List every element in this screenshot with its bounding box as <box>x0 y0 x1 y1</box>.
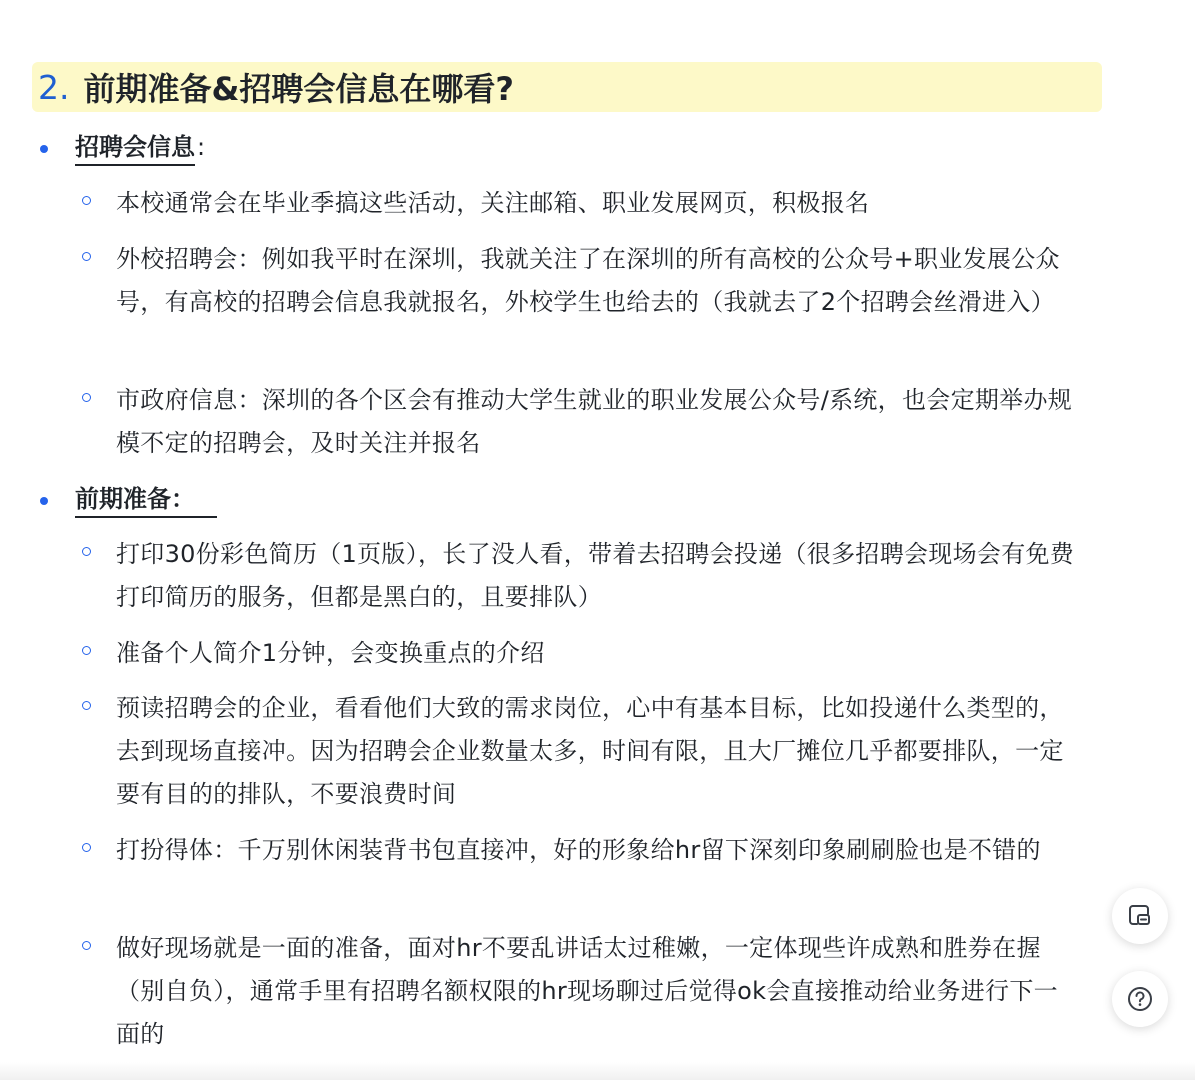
list-item <box>82 182 1082 225</box>
bullet-recruitment-info <box>40 132 205 166</box>
list-item-text: 打扮得体：千万别休闲装背书包直接冲，好的形象给hr留下深刻印象刷刷脸也是不错的 <box>116 836 1041 864</box>
bullet-dot <box>40 497 48 505</box>
sub-bullet <box>82 701 91 710</box>
list-item <box>82 927 1082 1056</box>
list-item-text: 外校招聘会：例如我平时在深圳，我就关注了在深圳的所有高校的公众号+职业发展公众号，有高校的招聘会信息我就报名，外校学生也给去的（我就去了2个招聘会丝滑进入） <box>116 245 1060 316</box>
list-item <box>82 687 1082 816</box>
list-item <box>82 379 1082 465</box>
list-item-text: 做好现场就是一面的准备，面对hr不要乱讲话太过稚嫩，一定体现些许成熟和胜券在握（别自负），通常手里有招聘名额权限的hr现场聊过后觉得ok会直接推动给业务进行下一面的 <box>116 934 1058 1048</box>
list-item-text: 打印30份彩色简历（1页版），长了没人看，带着去招聘会投递（很多招聘会现场会有免费打印简历的服务，但都是黑白的，且要排队） <box>116 540 1075 611</box>
section-heading <box>32 62 1102 112</box>
heading-title: 前期准备&招聘会信息在哪看? <box>83 70 514 108</box>
sub-bullet <box>82 941 91 950</box>
bottom-edge <box>0 1062 1195 1080</box>
sub-bullet <box>82 843 91 852</box>
help-button[interactable] <box>1112 971 1168 1027</box>
list-item <box>82 632 1082 675</box>
heading-number: 2. <box>38 67 70 107</box>
bullet-dot <box>40 145 48 153</box>
sub-bullet <box>82 393 91 402</box>
list-item <box>82 238 1082 324</box>
list-item <box>82 829 1082 872</box>
sub-bullet <box>82 547 91 556</box>
help-icon <box>1126 985 1154 1013</box>
list-item-text: 预读招聘会的企业，看看他们大致的需求岗位，心中有基本目标，比如投递什么类型的，去到现场直接冲。因为招聘会企业数量太多，时间有限，且大厂摊位几乎都要排队，一定要有目的的排队，不要浪费时间 <box>116 694 1064 808</box>
sub-bullet <box>82 196 91 205</box>
bullet-colon: : <box>197 133 206 161</box>
list-item-text: 本校通常会在毕业季搞这些活动，关注邮箱、职业发展网页，积极报名 <box>116 189 870 217</box>
bullet-preparation <box>40 484 217 518</box>
bullet-label: 前期准备： <box>75 484 217 518</box>
comment-button[interactable] <box>1112 888 1168 944</box>
bullet-label: 招聘会信息 <box>75 132 195 166</box>
sub-bullet <box>82 646 91 655</box>
list-item-text: 市政府信息：深圳的各个区会有推动大学生就业的职业发展公众号/系统，也会定期举办规模不定的招聘会，及时关注并报名 <box>116 386 1073 457</box>
sub-bullet <box>82 252 91 261</box>
comment-icon <box>1127 903 1153 929</box>
list-item-text: 准备个人简介1分钟，会变换重点的介绍 <box>116 639 545 667</box>
list-item <box>82 533 1082 619</box>
